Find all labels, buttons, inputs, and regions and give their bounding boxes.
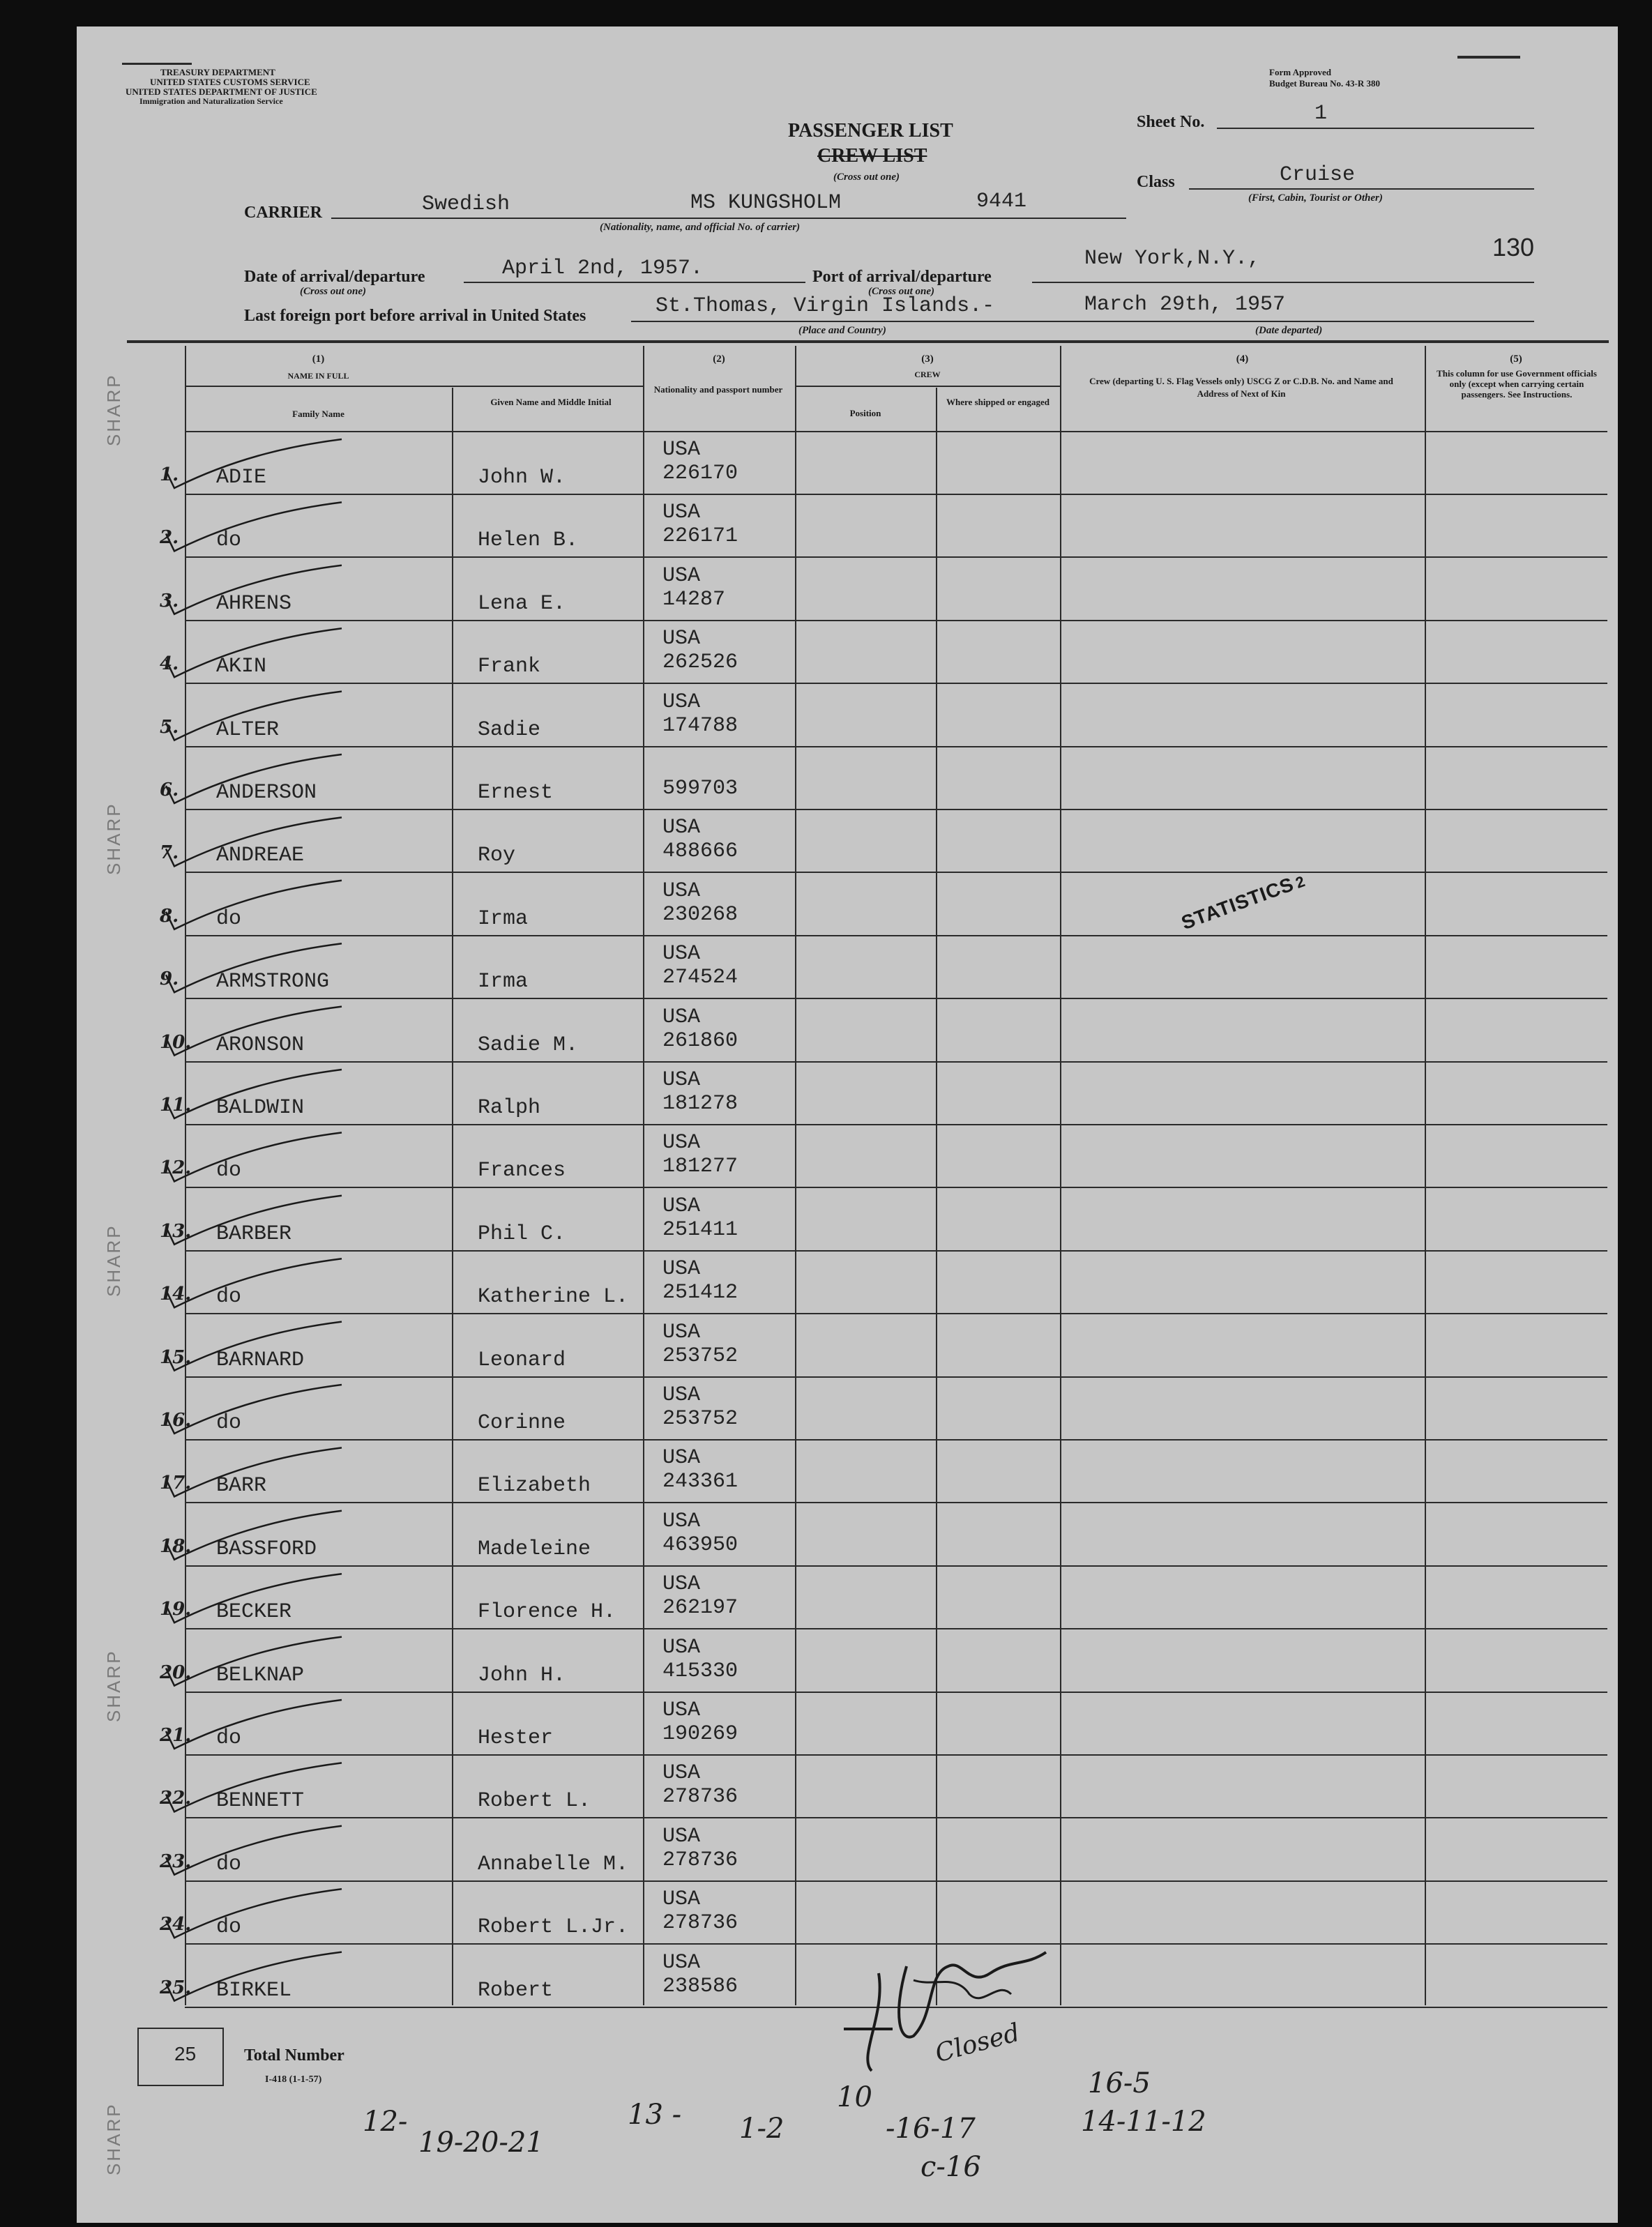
nationality: USA bbox=[662, 438, 701, 462]
title-crew-list: CREW LIST bbox=[817, 145, 927, 167]
row-number: 9. bbox=[160, 968, 179, 990]
hand-note: 10 bbox=[837, 2081, 872, 2113]
row-number: 19. bbox=[160, 1599, 192, 1620]
row-number: 14. bbox=[160, 1284, 192, 1305]
rule bbox=[1189, 188, 1534, 190]
nationality: USA bbox=[662, 1446, 701, 1470]
check-mark bbox=[166, 1700, 342, 1749]
nationality: USA bbox=[662, 1005, 701, 1029]
family-name: ARMSTRONG bbox=[216, 970, 330, 994]
passport-number: 251411 bbox=[662, 1217, 738, 1242]
passport-number: 463950 bbox=[662, 1533, 738, 1557]
col4-number: (4) bbox=[1236, 354, 1249, 365]
row-number: 15. bbox=[160, 1346, 192, 1368]
given-name: Elizabeth bbox=[478, 1474, 591, 1498]
nationality: USA bbox=[662, 942, 701, 966]
check-mark bbox=[166, 817, 342, 866]
agency-line: Immigration and Naturalization Service bbox=[139, 96, 283, 106]
check-mark bbox=[166, 1447, 342, 1496]
family-name: ANDERSON bbox=[216, 781, 317, 805]
col5-number: (5) bbox=[1510, 354, 1522, 365]
passport-number: 174788 bbox=[662, 713, 738, 738]
nationality: USA bbox=[662, 1572, 701, 1597]
departed-note: (Date departed) bbox=[1255, 325, 1323, 336]
row-number: 7. bbox=[160, 842, 179, 864]
margin-mark: SHARP bbox=[103, 1224, 124, 1297]
form-code: I-418 (1-1-57) bbox=[265, 2074, 322, 2085]
stamp-digit: 2 bbox=[1293, 872, 1308, 892]
passport-number: 262526 bbox=[662, 651, 738, 675]
family-name: BENNETT bbox=[216, 1789, 305, 1814]
rule bbox=[1084, 321, 1534, 322]
total-value: 25 bbox=[174, 2043, 197, 2065]
arrival-date: April 2nd, 1957. bbox=[502, 257, 704, 280]
given-name: Corinne bbox=[478, 1411, 566, 1435]
family-name: do bbox=[216, 1285, 242, 1309]
port-label: Port of arrival/departure bbox=[812, 268, 992, 286]
check-mark bbox=[166, 692, 342, 740]
rule bbox=[331, 218, 1126, 219]
check-mark bbox=[166, 1574, 342, 1625]
title-passenger-list: PASSENGER LIST bbox=[788, 120, 953, 142]
check-mark bbox=[166, 1826, 342, 1875]
given-name: Ernest bbox=[478, 781, 554, 805]
nationality: USA bbox=[662, 1950, 701, 1975]
hand-note: 19-20-21 bbox=[418, 2127, 544, 2159]
row-number: 1. bbox=[160, 464, 179, 485]
family-name: do bbox=[216, 1726, 242, 1750]
rule bbox=[1217, 128, 1534, 129]
family-name: do bbox=[216, 1159, 242, 1183]
passport-number: 243361 bbox=[662, 1470, 738, 1494]
nationality: USA bbox=[662, 1887, 701, 1912]
last-port-value: St.Thomas, Virgin Islands.- bbox=[656, 294, 995, 318]
title-note: (Cross out one) bbox=[833, 172, 900, 183]
passport-number: 226171 bbox=[662, 524, 738, 549]
passport-number: 253752 bbox=[662, 1344, 738, 1368]
last-port-label: Last foreign port before arrival in United States bbox=[244, 307, 586, 325]
check-mark bbox=[166, 754, 342, 803]
margin-mark: SHARP bbox=[103, 2102, 124, 2175]
class-label: Class bbox=[1137, 173, 1175, 191]
nationality: USA bbox=[662, 1635, 701, 1659]
form-approved: Form Approved bbox=[1269, 67, 1331, 77]
passport-number: 415330 bbox=[662, 1659, 738, 1683]
col1-given-header: Given Name and Middle Initial bbox=[490, 397, 612, 407]
check-mark bbox=[166, 1889, 342, 1938]
family-name: BARNARD bbox=[216, 1348, 305, 1372]
col2-title: Nationality and passport number bbox=[653, 384, 783, 395]
passport-number: 181278 bbox=[662, 1092, 738, 1116]
hand-note: 16-5 bbox=[1088, 2067, 1151, 2099]
carrier-nationality: Swedish bbox=[422, 192, 510, 216]
row-number: 6. bbox=[160, 780, 179, 800]
nationality: USA bbox=[662, 1698, 701, 1722]
agency-line: UNITED STATES CUSTOMS SERVICE bbox=[150, 77, 310, 87]
row-number: 8. bbox=[160, 905, 179, 927]
signature-note: Closed bbox=[932, 2018, 1023, 2069]
row-number: 24. bbox=[160, 1914, 192, 1936]
family-name: AHRENS bbox=[216, 591, 292, 616]
rule bbox=[631, 321, 1084, 322]
col3-number: (3) bbox=[921, 354, 934, 365]
check-mark bbox=[166, 1763, 342, 1814]
family-name: BECKER bbox=[216, 1600, 292, 1625]
family-name: ADIE bbox=[216, 466, 267, 489]
port-value: New York,N.Y., bbox=[1084, 247, 1261, 271]
nationality: USA bbox=[662, 879, 701, 903]
col3-title: CREW bbox=[914, 370, 941, 379]
nationality: USA bbox=[662, 501, 701, 525]
family-name: do bbox=[216, 1411, 242, 1435]
passport-number: 278736 bbox=[662, 1911, 738, 1936]
passport-number: 230268 bbox=[662, 902, 738, 927]
given-name: Florence H. bbox=[478, 1600, 616, 1625]
row-number: 23. bbox=[160, 1850, 192, 1872]
col4-title: Crew (departing U. S. Flag Vessels only) USCG Z or C.D.B. No. and Name and Address of Next of Kin bbox=[1089, 376, 1393, 399]
col1-family-header: Family Name bbox=[292, 409, 344, 419]
nationality: USA bbox=[662, 1383, 701, 1407]
row-number: 12. bbox=[160, 1157, 192, 1179]
passport-number: 181277 bbox=[662, 1155, 738, 1179]
passport-number: 14287 bbox=[662, 587, 726, 611]
check-mark bbox=[166, 439, 342, 488]
given-name: Irma bbox=[478, 970, 529, 994]
row-number: 13. bbox=[160, 1220, 192, 1242]
passport-number: 274524 bbox=[662, 966, 738, 990]
check-mark bbox=[166, 1007, 342, 1056]
nationality: USA bbox=[662, 1068, 701, 1092]
given-name: John H. bbox=[478, 1663, 566, 1687]
nationality: USA bbox=[662, 1320, 701, 1344]
check-marks bbox=[146, 418, 565, 2092]
nationality: USA bbox=[662, 816, 701, 840]
family-name: AKIN bbox=[216, 655, 267, 679]
given-name: Ralph bbox=[478, 1096, 541, 1120]
given-name: Roy bbox=[478, 844, 516, 868]
check-mark bbox=[166, 1322, 342, 1371]
nationality: USA bbox=[662, 1257, 701, 1282]
check-mark bbox=[166, 1637, 342, 1686]
departed-value: March 29th, 1957 bbox=[1084, 293, 1286, 317]
carrier-name: MS KUNGSHOLM bbox=[690, 191, 842, 215]
margin-mark: SHARP bbox=[103, 1649, 124, 1722]
check-mark bbox=[166, 502, 342, 551]
col3-position-header: Position bbox=[849, 408, 881, 418]
row-number: 22. bbox=[160, 1788, 192, 1809]
row-number: 10. bbox=[160, 1031, 192, 1053]
hand-note: 12- bbox=[363, 2106, 408, 2138]
passport-number: 190269 bbox=[662, 1722, 738, 1746]
given-name: Katherine L. bbox=[478, 1285, 629, 1309]
row-number: 25. bbox=[160, 1977, 192, 1998]
given-name: Leonard bbox=[478, 1348, 566, 1372]
total-label: Total Number bbox=[244, 2046, 344, 2065]
family-name: BIRKEL bbox=[216, 1978, 292, 2002]
rule bbox=[464, 282, 805, 283]
row-number: 20. bbox=[160, 1662, 192, 1683]
given-name: Phil C. bbox=[478, 1222, 566, 1246]
budget-bureau: Budget Bureau No. 43-R 380 bbox=[1269, 78, 1381, 89]
table-top-rule bbox=[127, 340, 1609, 343]
carrier-note: (Nationality, name, and official No. of carrier) bbox=[600, 222, 801, 233]
check-mark bbox=[166, 943, 342, 992]
nationality: USA bbox=[662, 1194, 701, 1218]
family-name: do bbox=[216, 529, 242, 553]
given-name: Madeleine bbox=[478, 1537, 591, 1561]
row-number: 17. bbox=[160, 1473, 192, 1494]
row-number: 18. bbox=[160, 1535, 192, 1557]
carrier-label: CARRIER bbox=[244, 204, 323, 222]
family-name: BELKNAP bbox=[216, 1663, 305, 1687]
hand-note: 1-2 bbox=[739, 2113, 785, 2145]
carrier-number: 9441 bbox=[976, 190, 1027, 213]
family-name: BALDWIN bbox=[216, 1096, 305, 1120]
passport-number: 261860 bbox=[662, 1028, 738, 1053]
hand-note: 14-11-12 bbox=[1081, 2106, 1206, 2138]
row-number: 16. bbox=[160, 1410, 192, 1431]
sheet-number: 1 bbox=[1314, 102, 1328, 126]
family-name: do bbox=[216, 1915, 242, 1940]
nationality: USA bbox=[662, 1824, 701, 1848]
rule bbox=[185, 386, 644, 387]
passport-number: 226170 bbox=[662, 462, 738, 485]
rule bbox=[795, 386, 1060, 387]
row-number: 4. bbox=[160, 653, 179, 675]
margin-mark: SHARP bbox=[103, 373, 124, 446]
given-name: Lena E. bbox=[478, 591, 566, 616]
sheet-label: Sheet No. bbox=[1137, 113, 1205, 131]
check-mark bbox=[166, 1511, 342, 1560]
hand-note: -16-17 bbox=[886, 2113, 976, 2145]
nationality: USA bbox=[662, 1509, 701, 1533]
passport-number: 253752 bbox=[662, 1407, 738, 1431]
check-mark bbox=[166, 1196, 342, 1245]
given-name: Irma bbox=[478, 906, 529, 931]
nationality: USA bbox=[662, 1761, 701, 1786]
check-mark bbox=[166, 1132, 342, 1181]
family-name: BARBER bbox=[216, 1222, 292, 1246]
agency-line: UNITED STATES DEPARTMENT OF JUSTICE bbox=[126, 86, 317, 97]
stamp-text: STATISTICS bbox=[1179, 873, 1297, 934]
nationality: USA bbox=[662, 627, 701, 651]
family-name: do bbox=[216, 1852, 242, 1876]
family-name: BASSFORD bbox=[216, 1537, 317, 1561]
col5-title: This column for use Government officials only (except when carrying certain passengers. See Instructions. bbox=[1437, 368, 1597, 400]
last-port-note: (Place and Country) bbox=[798, 325, 886, 336]
given-name: Robert L.Jr. bbox=[478, 1915, 629, 1940]
passport-number: 251412 bbox=[662, 1281, 738, 1305]
class-value: Cruise bbox=[1280, 163, 1356, 187]
col1-number: (1) bbox=[312, 354, 325, 365]
hand-note: 13 - bbox=[628, 2099, 682, 2131]
col1-title: NAME IN FULL bbox=[287, 371, 349, 381]
passport-number: 278736 bbox=[662, 1785, 738, 1809]
passport-number: 599703 bbox=[662, 777, 738, 800]
family-name: BARR bbox=[216, 1474, 267, 1498]
pen-mark bbox=[122, 63, 192, 65]
col3-where-header: Where shipped or engaged bbox=[946, 397, 1049, 407]
given-name: Robert L. bbox=[478, 1789, 591, 1814]
given-name: Robert bbox=[478, 1978, 554, 2002]
row-number: 5. bbox=[160, 716, 179, 738]
check-mark bbox=[166, 1070, 342, 1118]
row-number: 21. bbox=[160, 1725, 192, 1746]
family-name: do bbox=[216, 906, 242, 931]
nationality: USA bbox=[662, 690, 701, 714]
margin-mark: SHARP bbox=[103, 802, 124, 875]
page-number: 130 bbox=[1492, 233, 1535, 261]
nationality: USA bbox=[662, 1131, 701, 1155]
passport-number: 488666 bbox=[662, 839, 738, 864]
check-mark bbox=[166, 1259, 342, 1307]
col2-number: (2) bbox=[713, 354, 725, 365]
given-name: Frances bbox=[478, 1159, 566, 1183]
check-mark bbox=[166, 1952, 342, 2001]
class-note: (First, Cabin, Tourist or Other) bbox=[1248, 192, 1383, 204]
check-mark bbox=[166, 565, 342, 614]
port-note: (Cross out one) bbox=[868, 286, 935, 297]
given-name: Hester bbox=[478, 1726, 554, 1750]
hand-note: c-16 bbox=[920, 2151, 981, 2183]
nationality: USA bbox=[662, 563, 701, 588]
check-mark bbox=[166, 1385, 342, 1434]
given-name: Sadie M. bbox=[478, 1033, 579, 1057]
row-number: 2. bbox=[160, 527, 179, 549]
arrival-label: Date of arrival/departure bbox=[244, 268, 425, 286]
given-name: John W. bbox=[478, 466, 566, 489]
given-name: Helen B. bbox=[478, 529, 579, 553]
pen-mark bbox=[1457, 56, 1520, 59]
passport-number: 262197 bbox=[662, 1596, 738, 1620]
passport-number: 278736 bbox=[662, 1848, 738, 1872]
agency-line: TREASURY DEPARTMENT bbox=[160, 67, 275, 77]
given-name: Annabelle M. bbox=[478, 1852, 629, 1876]
check-mark bbox=[166, 628, 342, 677]
row-number: 3. bbox=[160, 590, 179, 611]
row-number: 11. bbox=[160, 1095, 192, 1116]
given-name: Sadie bbox=[478, 717, 541, 742]
rule bbox=[1032, 282, 1534, 283]
arrival-note: (Cross out one) bbox=[300, 286, 367, 297]
family-name: ALTER bbox=[216, 717, 280, 742]
passport-number: 238586 bbox=[662, 1974, 738, 1998]
family-name: ARONSON bbox=[216, 1033, 305, 1057]
given-name: Frank bbox=[478, 655, 541, 679]
check-mark bbox=[166, 881, 342, 929]
family-name: ANDREAE bbox=[216, 844, 305, 868]
